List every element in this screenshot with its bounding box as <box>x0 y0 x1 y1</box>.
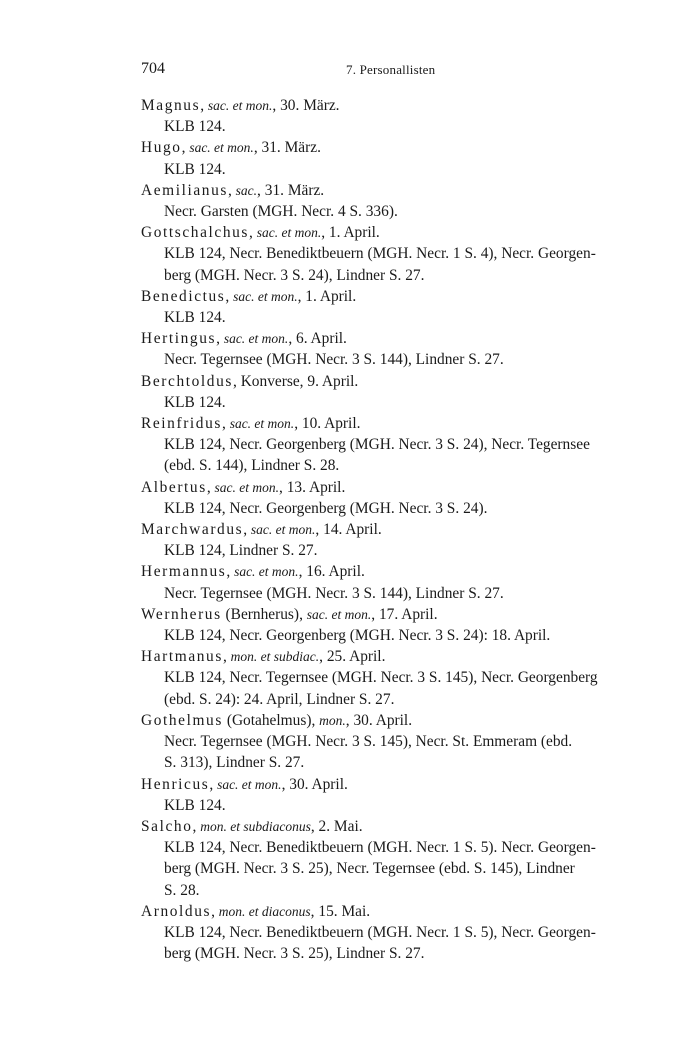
entry-heading: Hugo, sac. et mon., 31. März. <box>141 139 321 157</box>
entry-name: Reinfridus <box>141 415 222 433</box>
entry <box>141 477 653 519</box>
entry <box>141 413 653 477</box>
entry-date: 1. April. <box>305 287 357 305</box>
entry-date: 25. April. <box>326 648 386 666</box>
entry-reference-line: KLB 124, Necr. Georgenberg (MGH. Necr. 3 S. 24), Necr. Tegernsee <box>164 436 590 454</box>
entry-heading: Magnus, sac. et mon., 30. März. <box>141 97 340 114</box>
entry-reference-line: KLB 124, Necr. Benediktbeuern (MGH. Necr. 1 S. 5), Necr. Georgen- <box>164 923 596 941</box>
entry-name: Wernherus <box>141 605 222 623</box>
entry-date: 30. März. <box>280 97 340 114</box>
entry-date: 14. April. <box>323 521 382 539</box>
entry-name: Albertus <box>141 478 207 496</box>
entry-reference-line: Necr. Tegernsee (MGH. Necr. 3 S. 145), Necr. St. Emmeram (ebd. <box>164 733 573 751</box>
entry-role: sac. et mon. <box>214 479 280 495</box>
entry-name: Hartmanus <box>141 648 223 666</box>
entry-heading: Berchtoldus, Konverse, 9. April. <box>141 372 359 390</box>
entry-role: sac. et mon. <box>189 140 254 156</box>
entry-reference-line: berg (MGH. Necr. 3 S. 25), Necr. Tegernsee (ebd. S. 145), Lindner <box>164 860 575 878</box>
entry-heading: Hermannus, sac. et mon., 16. April. <box>141 563 365 581</box>
entry-role: mon. et subdiaconus <box>200 818 311 834</box>
entry-role: sac. et mon. <box>233 288 298 304</box>
entry-alias: (Gotahelmus) <box>226 711 312 729</box>
entry <box>141 710 653 774</box>
entry-date: 31. März. <box>264 181 325 199</box>
entry-heading: Reinfridus, sac. et mon., 10. April. <box>141 415 361 433</box>
entry-name: Henricus <box>141 775 210 793</box>
entry-heading: Benedictus, sac. et mon., 1. April. <box>141 287 357 305</box>
entry-reference-line: Necr. Tegernsee (MGH. Necr. 3 S. 144), Lindner S. 27. <box>164 584 504 602</box>
entry-role: mon. et diaconus <box>218 903 311 919</box>
entry-reference-line: KLB 124, Necr. Tegernsee (MGH. Necr. 3 S. 145), Necr. Georgenberg <box>164 669 598 687</box>
entry-reference-line: KLB 124, Lindner S. 27. <box>164 542 318 560</box>
entry-name: Magnus <box>141 97 201 114</box>
entry-list <box>141 95 653 964</box>
entry-heading: Arnoldus, mon. et diaconus, 15. Mai. <box>141 902 371 920</box>
entry-alias: (Bernherus) <box>225 605 300 623</box>
entry-name: Gottschalchus <box>141 224 249 242</box>
entry <box>141 222 653 286</box>
entry-name: Aemilianus <box>141 181 228 199</box>
entry <box>141 286 653 328</box>
entry-reference-line: berg (MGH. Necr. 3 S. 25), Lindner S. 27. <box>164 945 425 963</box>
entry-reference-line: KLB 124. <box>164 118 226 136</box>
entry-name: Gothelmus <box>141 711 223 729</box>
entry-reference-line: KLB 124. <box>164 796 226 814</box>
entry-heading: Hartmanus, mon. et subdiac., 25. April. <box>141 648 386 666</box>
entry-date: 1. April. <box>328 224 380 242</box>
entry-name: Salcho <box>141 817 193 835</box>
entry-date: 16. April. <box>306 563 365 581</box>
entry-reference-line: KLB 124. <box>164 309 226 327</box>
entry-date: 2. Mai. <box>318 817 363 835</box>
running-head: 7. Personallisten <box>346 62 436 77</box>
entry-name: Berchtoldus <box>141 372 233 390</box>
entry-role: sac. <box>235 182 258 198</box>
entry-heading: Aemilianus, sac., 31. März. <box>141 181 325 199</box>
entry-date: 17. April. <box>378 605 438 623</box>
entry-heading: Marchwardus, sac. et mon., 14. April. <box>141 521 382 539</box>
entry-heading: Gothelmus (Gotahelmus), mon., 30. April. <box>141 711 413 729</box>
entry-role: mon. <box>319 712 346 728</box>
entry-heading: Hertingus, sac. et mon., 6. April. <box>141 330 347 348</box>
page-number: 704 <box>141 60 165 77</box>
entry <box>141 371 653 413</box>
entry-name: Hermannus <box>141 563 227 581</box>
entry-date: 10. April. <box>301 415 361 433</box>
entry-role: sac. et mon. <box>234 564 299 580</box>
entry <box>141 180 653 222</box>
entry <box>141 901 653 965</box>
entry-reference-line: KLB 124, Necr. Benediktbeuern (MGH. Necr. 1 S. 4), Necr. Georgen- <box>164 245 596 263</box>
entry-reference-line: KLB 124. <box>164 393 226 411</box>
entry-date: 31. März. <box>261 139 321 157</box>
entry-reference-line: S. 313), Lindner S. 27. <box>164 754 305 772</box>
entry-date: 6. April. <box>296 330 347 348</box>
entry-reference-line: (ebd. S. 144), Lindner S. 28. <box>164 457 340 475</box>
entry-reference-line: KLB 124, Necr. Benediktbeuern (MGH. Necr. 1 S. 5). Necr. Georgen- <box>164 839 596 857</box>
entry-role: sac. et mon. <box>306 606 372 622</box>
entry-reference-line: (ebd. S. 24): 24. April, Lindner S. 27. <box>164 690 395 708</box>
entry-heading: Gottschalchus, sac. et mon., 1. April. <box>141 224 380 242</box>
entry <box>141 774 653 816</box>
entry-date: 9. April. <box>307 372 359 390</box>
entry <box>141 646 653 710</box>
entry-heading: Albertus, sac. et mon., 13. April. <box>141 478 346 496</box>
entry <box>141 328 653 370</box>
entry-date: 13. April. <box>286 478 346 496</box>
entry-reference-line: S. 28. <box>164 881 200 899</box>
entry-name: Arnoldus <box>141 902 212 920</box>
entry-date: 30. April. <box>289 775 348 793</box>
entry-name: Marchwardus <box>141 521 244 539</box>
entry-name: Benedictus <box>141 287 226 305</box>
entry-name: Hugo <box>141 139 182 157</box>
page-header <box>141 60 651 82</box>
entry-role: sac. et mon. <box>256 225 322 241</box>
entry-role: sac. et mon. <box>229 416 295 432</box>
entry <box>141 561 653 603</box>
entry-role: Konverse <box>240 372 300 390</box>
entry-reference-line: Necr. Garsten (MGH. Necr. 4 S. 336). <box>164 203 398 221</box>
entry <box>141 604 653 646</box>
entry <box>141 816 653 901</box>
entry-heading: Wernherus (Bernherus), sac. et mon., 17. April. <box>141 605 438 623</box>
entry-role: sac. et mon. <box>207 98 273 113</box>
entry <box>141 519 653 561</box>
entry-reference-line: KLB 124, Necr. Georgenberg (MGH. Necr. 3 S. 24). <box>164 499 488 517</box>
entry-role: sac. et mon. <box>223 331 289 347</box>
entry-date: 15. Mai. <box>318 902 371 920</box>
entry-reference-line: Necr. Tegernsee (MGH. Necr. 3 S. 144), Lindner S. 27. <box>164 351 504 369</box>
entry-reference-line: berg (MGH. Necr. 3 S. 24), Lindner S. 27. <box>164 266 425 284</box>
entry-role: sac. et mon. <box>250 522 316 538</box>
entry-heading: Salcho, mon. et subdiaconus, 2. Mai. <box>141 817 363 835</box>
entry-role: sac. et mon. <box>217 776 282 792</box>
entry-date: 30. April. <box>353 711 413 729</box>
entry-reference-line: KLB 124. <box>164 160 226 178</box>
entry-heading: Henricus, sac. et mon., 30. April. <box>141 775 348 793</box>
entry-role: mon. et subdiac. <box>230 649 320 665</box>
entry-reference-line: KLB 124, Necr. Georgenberg (MGH. Necr. 3 S. 24): 18. April. <box>164 627 551 645</box>
entry <box>141 137 653 179</box>
entry-name: Hertingus <box>141 330 217 348</box>
entry <box>141 95 653 137</box>
